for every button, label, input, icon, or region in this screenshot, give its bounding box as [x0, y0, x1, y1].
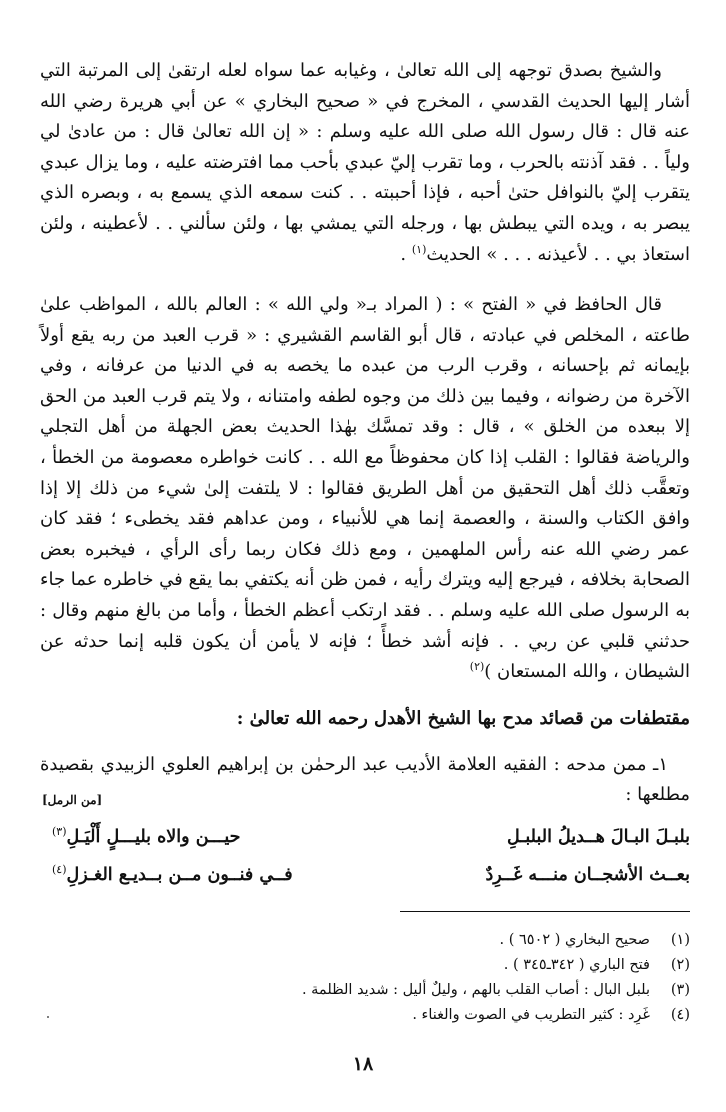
paragraph-2-text: قال الحافظ في « الفتح » : ( المراد بـ« ولي الله » : العالم بالله ، المواظب علىٰ طاعته ، المخلص في عبادته ، قال أبو القاسم القشيري : « قرب العبد من ربه يقع أولاً بإيمانه ثم بإحسانه ، وقرب الرب من عبده ما يخصه به في الدنيا من عرفانه ، وفي الآخرة من رضوانه ، وفيما بين ذلك من وجوه لطفه وامتنانه ، ولا يتم قرب العبد من الحق إلا ببعده من الخلق » ، قال : وقد تمسَّك بهٰذا الحديث بعض الجهلة من أهل التجلي والرياضة فقالوا : القلب إذا كان محفوظاً مع الله . . كانت خواطره معصومة من الخطأ ، وتعقَّب ذلك أهل التحقيق من أهل الطريق فقالوا : لا يلتفت إلىٰ شيء من ذلك إلا إذا وافق الكتاب والسنة ، والعصمة إنما هي للأنبياء ، ومن عداهم فقد يخطىء ؛ فقد كان عمر رضي الله عنه رأس الملهمين ، ومع ذلك فكان ربما رأى الرأي ، فيخبره بعض الصحابة بخلافه ، فيرجع إليه ويترك رأيه ، فمن ظن أنه يكتفي بما يقع في خاطره عما جاء به الرسول صلى الله عليه وسلم . . فقد ارتكب أعظم الخطأ ، وأما من بالغ منهم وقال : حدثني قلبي عن ربي . . فإنه أشد خطأً ؛ فإنه لا يأمن أن يكون قلبه إنما حدثه عن الشيطان ، والله المستعان )	[40, 294, 690, 683]
body-paragraph-1	[40, 56, 690, 270]
footnote-text: فتح الباري ( ٣٤٢ـ٣٤٥ ) .	[503, 957, 650, 973]
footnote-number: (٤)	[670, 1007, 690, 1023]
verse-first-hemistich: بعــث الأشجــان منـــه غَــرِدٌ	[485, 865, 690, 885]
poem-verse	[40, 860, 690, 894]
footnote-text: غَرِد : كثير التطريب في الصوت والغناء .	[412, 1007, 650, 1023]
footnote-ref-4: (٤)	[52, 863, 67, 877]
footnote-number: (٢)	[670, 957, 690, 973]
verse-second-hemistich	[52, 822, 241, 852]
verse-second-hemistich	[52, 860, 293, 890]
paragraph-3-text: ١ـ ممن مدحه : الفقيه العلامة الأديب عبد الرحمٰن بن إبراهيم العلوي الزبيدي بقصيدة مطلعها :	[40, 754, 690, 805]
paragraph-text	[40, 56, 690, 270]
footnote-text: بلبل البال : أصاب القلب بالهم ، وليلٌ أليل : شديد الظلمة .	[301, 982, 650, 998]
poem-verse	[40, 822, 690, 856]
paragraph-1-end: .	[400, 243, 412, 265]
footnote-item	[40, 928, 690, 953]
body-paragraph-3	[40, 750, 690, 810]
poem-meter-label: [من الرمل]	[42, 793, 103, 807]
page-number: ١٨	[352, 1053, 374, 1075]
footnote-text: صحيح البخاري ( ٦٥٠٢ ) .	[499, 932, 650, 948]
footnote-ref-2: (٢)	[469, 660, 485, 674]
paragraph-1-text: والشيخ بصدق توجهه إلى الله تعالىٰ ، وغيابه عما سواه لعله ارتقىٰ إلى المرتبة التي أشار إليها الحديث القدسي ، المخرج في « صحيح البخاري » عن أبي هريرة رضي الله عنه قال : قال رسول الله صلى الله عليه وسلم : « إن الله تعالىٰ قال : من عادىٰ لي ولياً . . فقد آذنته بالحرب ، وما تقرب إليّ عبدي بأحب مما افترضته عليه ، وما يزال عبدي يتقرب إليّ بالنوافل حتىٰ أحبه ، فإذا أحببته . . كنت سمعه الذي يسمع به ، وبصره الذي يبصر به ، ويده التي يبطش بها ، ورجله التي يمشي بها ، ولئن سألني . . لأعطينه ، ولئن استعاذ بي . . لأعيذنه . . . » الحديث	[40, 60, 690, 265]
footnote-item	[40, 953, 690, 978]
footnotes-list	[40, 928, 690, 1028]
body-paragraph-2	[40, 290, 690, 688]
footnote-item	[40, 978, 690, 1003]
footnote-separator	[400, 911, 690, 912]
footnote-ref-1: (١)	[411, 242, 427, 256]
footnote-number: (٣)	[670, 982, 690, 998]
verse-second-text: فــي فنــون مــن بــديـع الغـزلِ	[66, 865, 293, 885]
section-heading: مقتطفات من قصائد مدح بها الشيخ الأهدل رحمه الله تعالىٰ :	[236, 708, 690, 729]
footnote-ref-3: (٣)	[52, 825, 67, 839]
verse-second-text: حيـــن والاه بليـــلٍ أَلْيَـلِ	[66, 827, 241, 847]
paragraph-text	[40, 290, 690, 688]
footnote-number: (١)	[670, 932, 690, 948]
scan-dot	[47, 1016, 49, 1018]
verse-first-hemistich: بلبـلَ البـالَ هــديلُ البلبـلِ	[507, 827, 690, 847]
footnote-item	[40, 1003, 690, 1028]
